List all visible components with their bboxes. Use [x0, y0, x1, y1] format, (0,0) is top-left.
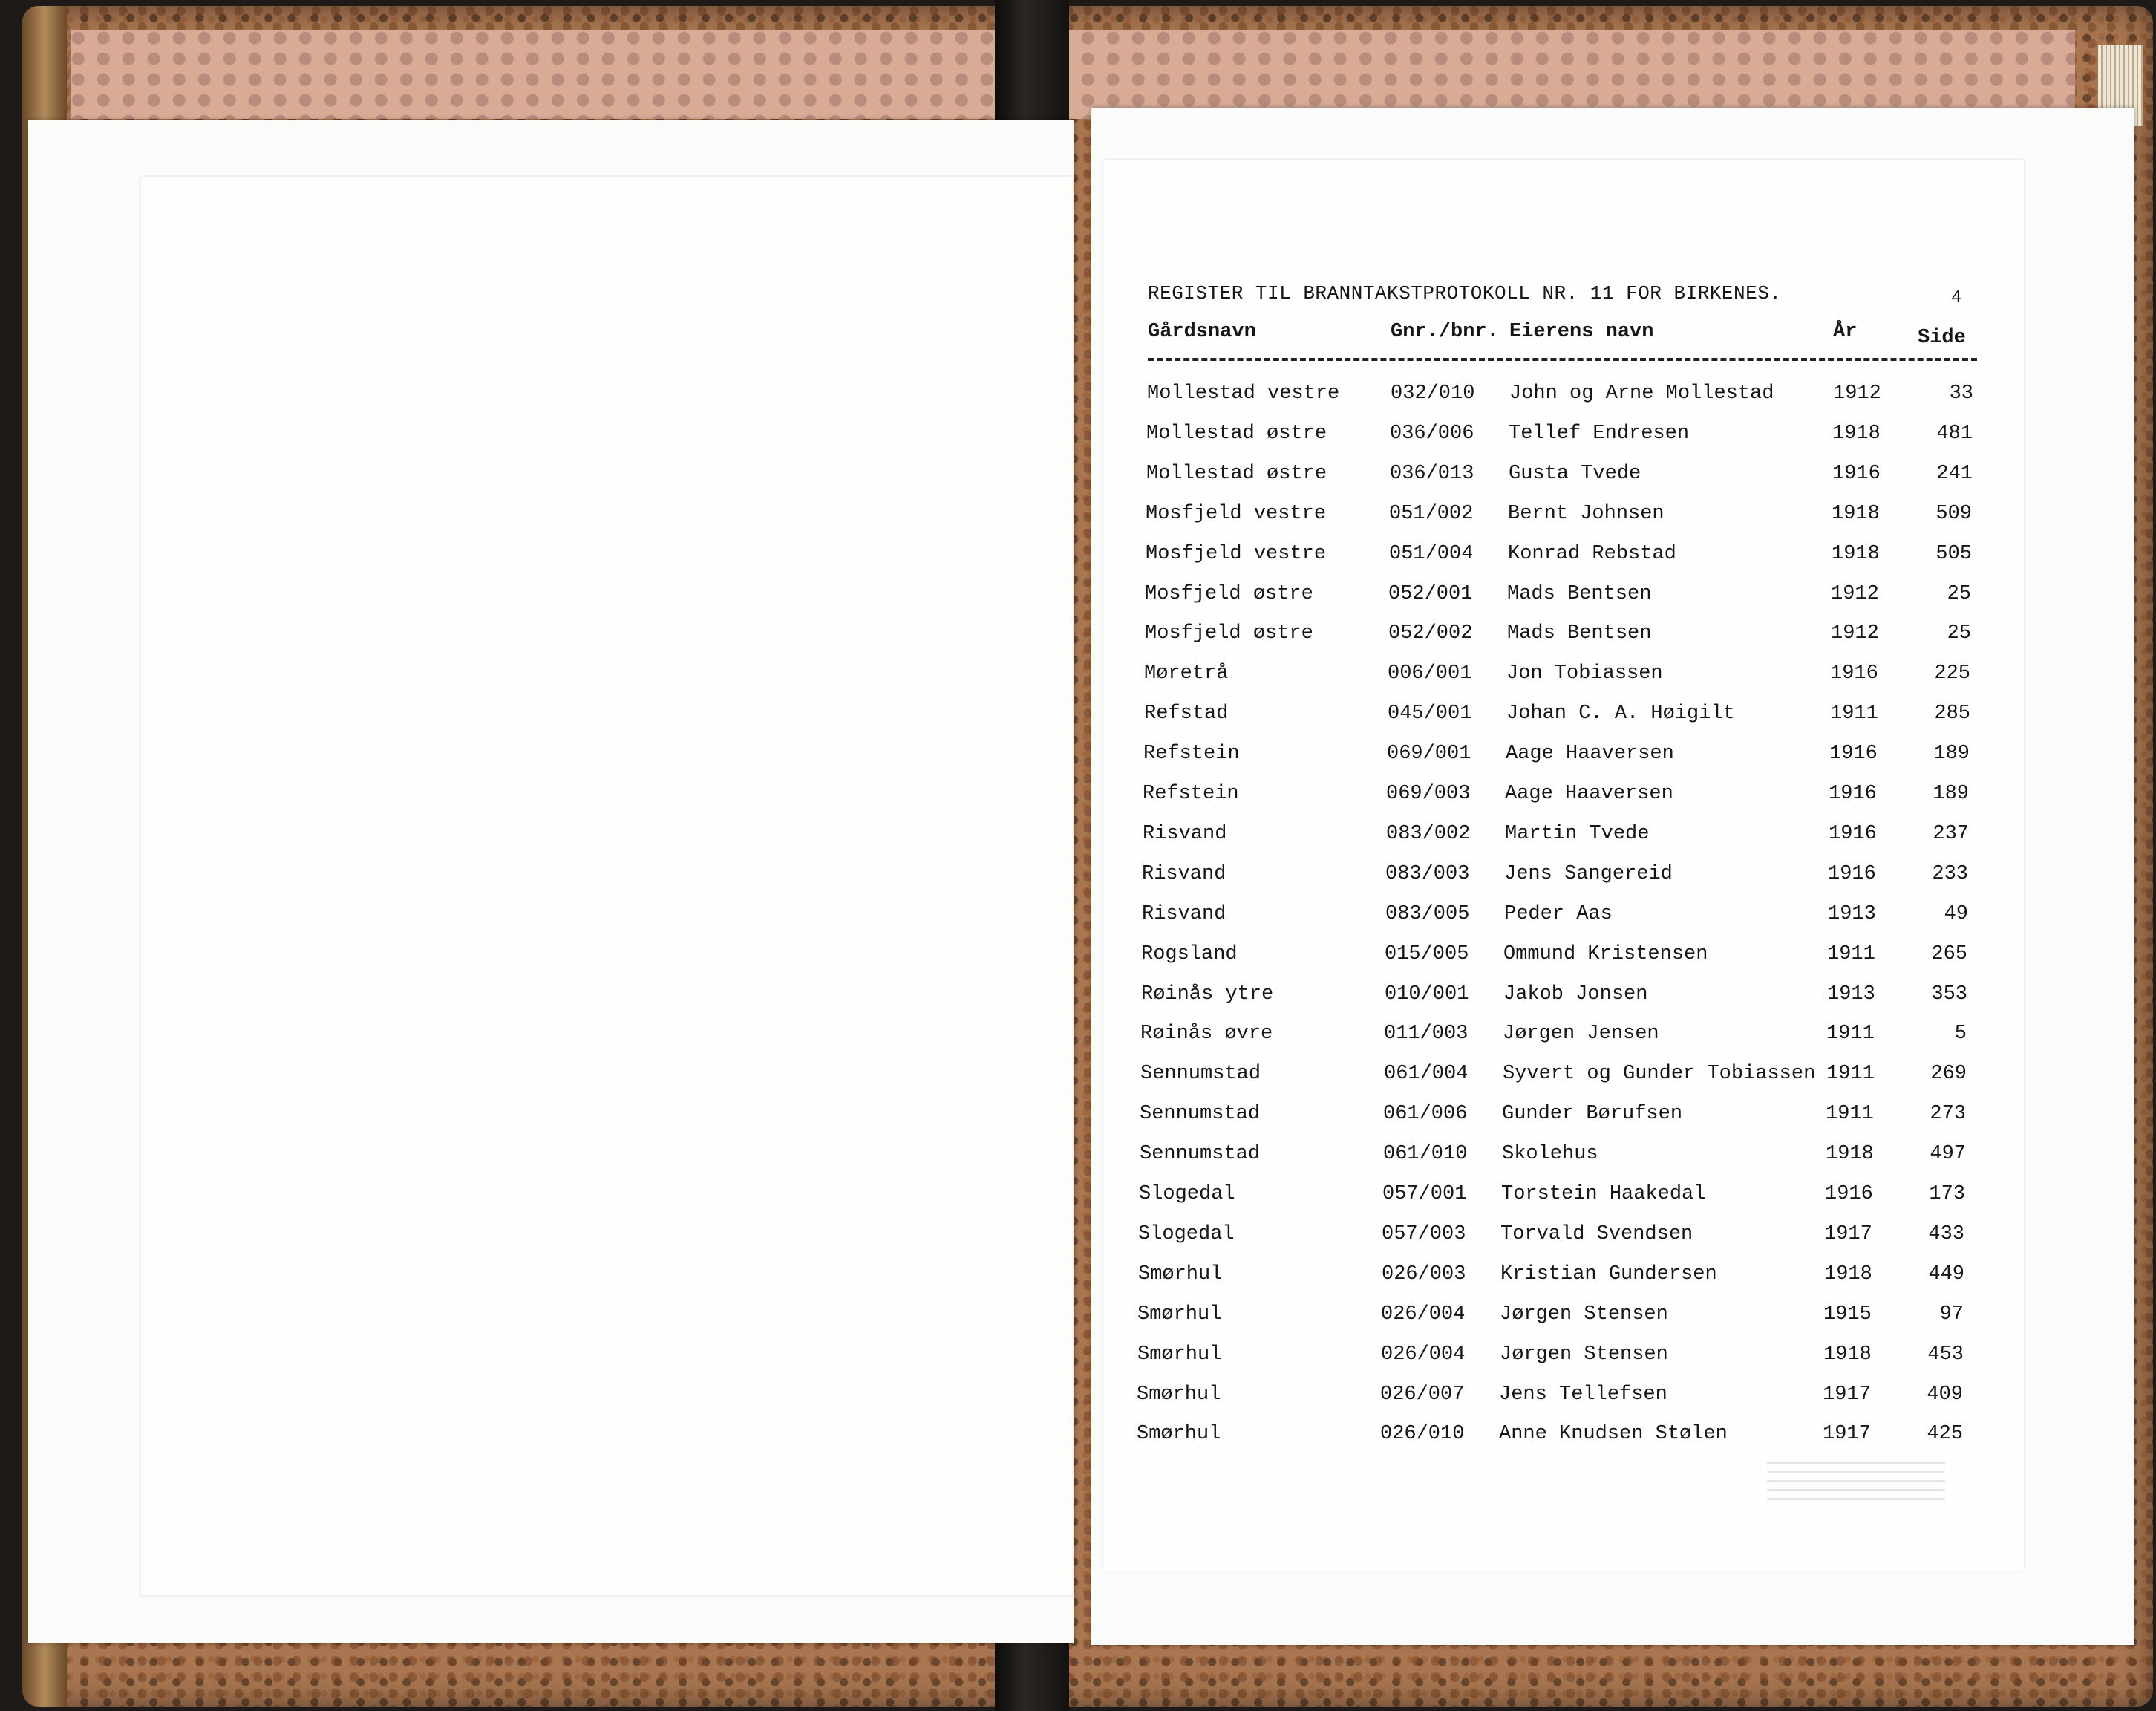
cell-gnr-bnr: 006/001 — [1388, 662, 1472, 685]
cell-farm: Slogedal — [1139, 1183, 1235, 1205]
cell-year: 1917 — [1823, 1383, 1871, 1406]
cell-year: 1911 — [1827, 942, 1875, 965]
cell-page: 481 — [1936, 422, 1973, 445]
cell-page: 449 — [1928, 1262, 1964, 1285]
cell-farm: Rogsland — [1141, 942, 1238, 965]
cell-page: 269 — [1930, 1063, 1967, 1086]
cell-gnr-bnr: 026/010 — [1380, 1423, 1465, 1446]
cell-page: 285 — [1934, 703, 1970, 726]
cell-year: 1911 — [1826, 1023, 1875, 1046]
cell-gnr-bnr: 057/001 — [1382, 1183, 1467, 1205]
cell-gnr-bnr: 061/006 — [1383, 1103, 1468, 1126]
cell-year: 1918 — [1832, 502, 1880, 525]
cell-farm: Risvand — [1143, 822, 1227, 845]
cell-gnr-bnr: 026/003 — [1382, 1262, 1466, 1285]
cell-owner: Jens Sangereid — [1504, 862, 1673, 885]
cell-page: 33 — [1949, 382, 1973, 405]
cell-gnr-bnr: 036/006 — [1390, 422, 1474, 445]
cell-gnr-bnr: 011/003 — [1384, 1023, 1469, 1046]
cell-gnr-bnr: 083/003 — [1385, 862, 1470, 885]
cell-gnr-bnr: 026/007 — [1380, 1383, 1465, 1406]
cell-farm: Sennumstad — [1140, 1143, 1261, 1166]
cell-farm: Mollestad østre — [1146, 462, 1327, 485]
cell-owner: Jørgen Jensen — [1503, 1023, 1659, 1046]
cell-page: 241 — [1936, 462, 1973, 485]
cell-page: 265 — [1931, 942, 1967, 965]
cell-farm: Mosfjeld østre — [1145, 622, 1313, 645]
cell-gnr-bnr: 045/001 — [1388, 703, 1472, 726]
cell-farm: Smørhul — [1137, 1383, 1221, 1406]
cell-year: 1916 — [1829, 743, 1878, 766]
cell-farm: Sennumstad — [1140, 1063, 1261, 1086]
header-rule — [1148, 358, 1977, 361]
cell-gnr-bnr: 083/005 — [1385, 902, 1470, 925]
page-number: 4 — [1951, 288, 1962, 308]
cell-year: 1916 — [1832, 462, 1881, 485]
cell-gnr-bnr: 057/003 — [1382, 1222, 1466, 1245]
cell-page: 505 — [1936, 542, 1972, 565]
cell-farm: Risvand — [1142, 902, 1226, 925]
cell-year: 1916 — [1825, 1183, 1873, 1205]
cell-gnr-bnr: 032/010 — [1391, 382, 1475, 405]
cell-page: 409 — [1927, 1383, 1963, 1406]
cell-farm: Mollestad østre — [1146, 422, 1327, 445]
cell-year: 1916 — [1829, 783, 1877, 805]
cell-owner: Jørgen Stensen — [1500, 1343, 1668, 1366]
cell-gnr-bnr: 052/002 — [1388, 622, 1473, 645]
cell-page: 25 — [1947, 622, 1971, 645]
cell-year: 1912 — [1833, 382, 1881, 405]
cell-owner: Torvald Svendsen — [1500, 1222, 1693, 1245]
cell-farm: Smørhul — [1137, 1303, 1222, 1326]
cell-page: 273 — [1930, 1103, 1966, 1126]
cell-year: 1918 — [1826, 1143, 1874, 1166]
cell-farm: Røinås øvre — [1140, 1023, 1273, 1046]
cell-owner: John og Arne Mollestad — [1509, 382, 1774, 405]
header-year: År — [1833, 321, 1858, 343]
cell-farm: Smørhul — [1137, 1423, 1221, 1446]
cell-gnr-bnr: 051/004 — [1389, 542, 1474, 565]
cell-owner: Tellef Endresen — [1509, 422, 1690, 445]
cell-gnr-bnr: 036/013 — [1390, 462, 1474, 485]
cell-owner: Gusta Tvede — [1509, 462, 1642, 485]
cell-year: 1913 — [1827, 982, 1875, 1006]
cell-gnr-bnr: 026/004 — [1381, 1303, 1466, 1326]
cell-owner: Skolehus — [1502, 1143, 1598, 1166]
cell-page: 237 — [1933, 822, 1969, 845]
cell-year: 1911 — [1826, 1103, 1874, 1126]
cell-page: 497 — [1930, 1143, 1966, 1166]
cell-farm: Røinås ytre — [1141, 982, 1274, 1006]
cell-year: 1915 — [1823, 1303, 1872, 1326]
cell-owner: Kristian Gundersen — [1500, 1262, 1717, 1285]
cell-owner: Gunder Børufsen — [1502, 1103, 1683, 1126]
cell-page: 453 — [1927, 1343, 1964, 1366]
cell-gnr-bnr: 026/004 — [1381, 1343, 1466, 1366]
cell-gnr-bnr: 061/010 — [1383, 1143, 1468, 1166]
cell-page: 433 — [1928, 1222, 1964, 1245]
cell-gnr-bnr: 015/005 — [1385, 942, 1469, 965]
header-farm: Gårdsnavn — [1148, 321, 1256, 343]
cell-owner: Torstein Haakedal — [1501, 1183, 1706, 1205]
cell-owner: Aage Haaversen — [1506, 743, 1674, 766]
cell-owner: Johan C. A. Høigilt — [1506, 703, 1735, 726]
cell-gnr-bnr: 069/001 — [1387, 743, 1471, 766]
header-owner: Eierens navn — [1509, 321, 1654, 343]
cell-year: 1911 — [1830, 703, 1878, 726]
cell-farm: Smørhul — [1138, 1262, 1223, 1285]
cell-year: 1917 — [1824, 1222, 1872, 1245]
cell-gnr-bnr: 061/004 — [1384, 1063, 1469, 1086]
cell-owner: Mads Bentsen — [1507, 582, 1652, 605]
register-title: REGISTER TIL BRANNTAKSTPROTOKOLL NR. 11 FOR BIRKENES. — [1148, 282, 1782, 304]
cell-owner: Jens Tellefsen — [1499, 1383, 1667, 1406]
cell-farm: Mosfjeld vestre — [1146, 542, 1327, 565]
cell-year: 1916 — [1830, 662, 1878, 685]
cell-owner: Peder Aas — [1504, 902, 1613, 925]
cell-farm: Slogedal — [1138, 1222, 1235, 1245]
cell-owner: Ommund Kristensen — [1503, 942, 1708, 965]
cell-page: 353 — [1931, 982, 1967, 1006]
cell-farm: Risvand — [1142, 862, 1226, 885]
cell-year: 1918 — [1832, 422, 1881, 445]
cell-owner: Jørgen Stensen — [1500, 1303, 1668, 1326]
faint-stamp — [1767, 1456, 1945, 1500]
cell-year: 1918 — [1823, 1343, 1872, 1366]
cell-page: 5 — [1954, 1023, 1967, 1046]
cell-page: 233 — [1932, 862, 1968, 885]
cell-year: 1912 — [1831, 622, 1879, 645]
cell-year: 1918 — [1824, 1262, 1872, 1285]
cell-gnr-bnr: 010/001 — [1385, 982, 1469, 1006]
cell-farm: Møretrå — [1144, 662, 1229, 685]
cell-owner: Mads Bentsen — [1507, 622, 1652, 645]
cell-page: 189 — [1933, 783, 1969, 805]
cell-gnr-bnr: 083/002 — [1386, 822, 1471, 845]
cell-owner: Martin Tvede — [1505, 822, 1650, 845]
cell-page: 509 — [1936, 502, 1972, 525]
cell-owner: Konrad Rebstad — [1508, 542, 1676, 565]
cell-owner: Bernt Johnsen — [1508, 502, 1665, 525]
cell-page: 189 — [1933, 743, 1970, 766]
cell-owner: Syvert og Gunder Tobiassen — [1503, 1063, 1816, 1086]
cell-gnr-bnr: 051/002 — [1389, 502, 1474, 525]
cell-year: 1911 — [1826, 1063, 1875, 1086]
cell-farm: Refstein — [1143, 743, 1240, 766]
cell-farm: Refstein — [1143, 783, 1239, 805]
cell-owner: Anne Knudsen Stølen — [1499, 1423, 1728, 1446]
cell-farm: Mosfjeld vestre — [1146, 502, 1327, 525]
cell-gnr-bnr: 069/003 — [1386, 783, 1471, 805]
cell-page: 225 — [1934, 662, 1970, 685]
cell-page: 173 — [1929, 1183, 1965, 1205]
cell-farm: Smørhul — [1137, 1343, 1222, 1366]
cell-year: 1918 — [1832, 542, 1880, 565]
cell-year: 1912 — [1831, 582, 1879, 605]
cell-page: 25 — [1947, 582, 1971, 605]
cell-year: 1913 — [1828, 902, 1876, 925]
cell-farm: Refstad — [1144, 703, 1229, 726]
header-page: Side — [1918, 327, 1966, 349]
cell-owner: Jon Tobiassen — [1506, 662, 1663, 685]
cell-page: 97 — [1939, 1303, 1964, 1326]
header-gnr-bnr: Gnr./bnr. — [1391, 321, 1499, 343]
cell-owner: Aage Haaversen — [1505, 783, 1673, 805]
cell-year: 1916 — [1829, 822, 1877, 845]
cell-year: 1917 — [1823, 1423, 1871, 1446]
cell-owner: Jakob Jonsen — [1503, 982, 1648, 1006]
cell-page: 425 — [1927, 1423, 1963, 1446]
cell-gnr-bnr: 052/001 — [1388, 582, 1473, 605]
cell-farm: Mosfjeld østre — [1145, 582, 1313, 605]
cell-farm: Sennumstad — [1140, 1103, 1261, 1126]
cell-farm: Mollestad vestre — [1147, 382, 1340, 405]
cell-page: 49 — [1944, 902, 1968, 925]
cell-year: 1916 — [1828, 862, 1876, 885]
